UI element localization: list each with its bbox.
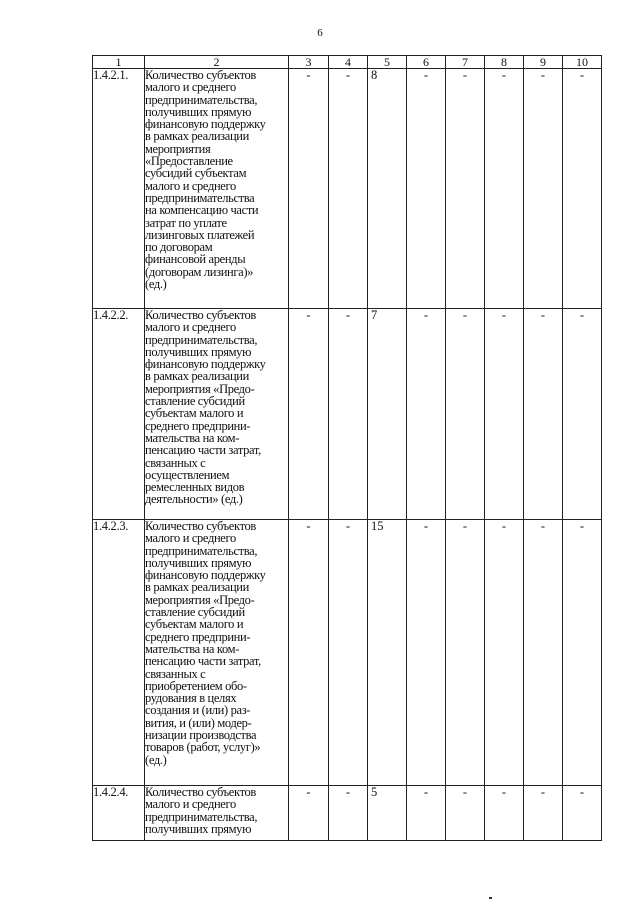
- cell-col-6: -: [407, 786, 446, 841]
- cell-col-7: -: [446, 309, 485, 520]
- description-line: финансовую поддержку: [145, 568, 266, 583]
- cell-col-5: 5: [368, 786, 407, 841]
- scan-mark: [489, 897, 492, 899]
- description-line: пенсацию части затрат,: [145, 443, 261, 458]
- description-line: Количество субъектов: [145, 519, 256, 533]
- description-line: на компенсацию части: [145, 203, 259, 218]
- description-line: товаров (работ, услуг)»: [145, 740, 261, 755]
- cell-col-7: -: [446, 520, 485, 786]
- description-line: затрат по уплате: [145, 215, 227, 230]
- cell-col-6: -: [407, 520, 446, 786]
- description-line: предпринимательства,: [145, 543, 258, 558]
- description-line: мательства на ком-: [145, 430, 240, 445]
- description-line: ставление субсидий: [145, 605, 245, 620]
- cell-col-8: -: [485, 786, 524, 841]
- cell-col-10: -: [563, 69, 602, 309]
- description-line: (ед.): [145, 277, 167, 292]
- description-line: финансовую поддержку: [145, 117, 266, 132]
- row-description: [145, 520, 289, 786]
- row-code: 1.4.2.1.: [93, 69, 145, 309]
- row-description: [145, 786, 289, 841]
- header-cell-6: 6: [407, 56, 446, 69]
- cell-col-4: -: [329, 786, 368, 841]
- description-line: получивших прямую: [145, 821, 252, 836]
- cell-col-6: -: [407, 69, 446, 309]
- cell-col-7: -: [446, 69, 485, 309]
- description-line: среднего предприни-: [145, 629, 251, 644]
- description-line: получивших прямую: [145, 555, 252, 570]
- cell-col-10: -: [563, 520, 602, 786]
- row-description: [145, 309, 289, 520]
- description-line: создания и (или) раз-: [145, 703, 251, 718]
- table-row: [93, 309, 602, 520]
- header-cell-10: 10: [563, 56, 602, 69]
- row-code: 1.4.2.4.: [93, 786, 145, 841]
- header-cell-4: 4: [329, 56, 368, 69]
- description-line: пенсацию части затрат,: [145, 654, 261, 669]
- page-number: 6: [317, 27, 323, 39]
- cell-col-4: -: [329, 520, 368, 786]
- header-row: [93, 56, 602, 69]
- header-cell-7: 7: [446, 56, 485, 69]
- cell-col-3: -: [289, 786, 329, 841]
- description-line: получивших прямую: [145, 104, 252, 119]
- description-line: в рамках реализации: [145, 580, 249, 595]
- header-cell-9: 9: [524, 56, 563, 69]
- cell-col-10: -: [563, 786, 602, 841]
- row-code: 1.4.2.2.: [93, 309, 145, 520]
- cell-col-4: -: [329, 309, 368, 520]
- description-line: Количество субъектов: [145, 68, 256, 82]
- description-line: низации производства: [145, 728, 257, 743]
- description-line: предпринимательства: [145, 190, 255, 205]
- description-line: мательства на ком-: [145, 641, 240, 656]
- description-line: получивших прямую: [145, 344, 252, 359]
- cell-col-10: -: [563, 309, 602, 520]
- description-line: малого и среднего: [145, 531, 236, 546]
- cell-col-8: -: [485, 309, 524, 520]
- description-line: малого и среднего: [145, 320, 236, 335]
- description-line: мероприятия: [145, 141, 211, 156]
- description-line: малого и среднего: [145, 797, 236, 812]
- description-line: малого и среднего: [145, 80, 236, 95]
- description-line: финансовую поддержку: [145, 357, 266, 372]
- description-line: осуществлением: [145, 467, 230, 482]
- header-cell-5: 5: [368, 56, 407, 69]
- cell-col-9: -: [524, 69, 563, 309]
- cell-col-5: 15: [368, 520, 407, 786]
- cell-col-7: -: [446, 786, 485, 841]
- description-line: (договорам лизинга)»: [145, 264, 254, 279]
- description-line: в рамках реализации: [145, 369, 249, 384]
- table-row: [93, 520, 602, 786]
- description-line: ставление субсидий: [145, 394, 245, 409]
- description-line: в рамках реализации: [145, 129, 249, 144]
- cell-col-3: -: [289, 309, 329, 520]
- cell-col-6: -: [407, 309, 446, 520]
- description-line: «Предоставление: [145, 154, 233, 169]
- cell-col-8: -: [485, 69, 524, 309]
- header-cell-1: 1: [93, 56, 145, 69]
- description-line: малого и среднего: [145, 178, 236, 193]
- description-line: по договорам: [145, 240, 213, 255]
- header-cell-8: 8: [485, 56, 524, 69]
- description-line: финансовой аренды: [145, 252, 246, 267]
- header-cell-2: 2: [145, 56, 289, 69]
- description-line: предпринимательства,: [145, 92, 258, 107]
- description-line: мероприятия «Предо-: [145, 381, 255, 396]
- cell-col-9: -: [524, 786, 563, 841]
- cell-col-9: -: [524, 309, 563, 520]
- header-cell-3: 3: [289, 56, 329, 69]
- table-row: [93, 69, 602, 309]
- description-line: лизинговых платежей: [145, 227, 255, 242]
- description-line: предпринимательства,: [145, 332, 258, 347]
- row-code: 1.4.2.3.: [93, 520, 145, 786]
- description-line: субъектам малого и: [145, 617, 244, 632]
- description-line: приобретением обо-: [145, 678, 247, 693]
- description-line: связанных с: [145, 666, 206, 681]
- description-line: ремесленных видов: [145, 480, 245, 495]
- description-line: мероприятия «Предо-: [145, 592, 255, 607]
- description-line: субсидий субъектам: [145, 166, 247, 181]
- description-line: (ед.): [145, 752, 167, 767]
- description-line: субъектам малого и: [145, 406, 244, 421]
- indicators-table: [92, 55, 602, 841]
- cell-col-3: -: [289, 520, 329, 786]
- cell-col-3: -: [289, 69, 329, 309]
- description-line: связанных с: [145, 455, 206, 470]
- description-line: предпринимательства,: [145, 809, 258, 824]
- table-row: [93, 786, 602, 841]
- description-line: вития, и (или) модер-: [145, 715, 252, 730]
- cell-col-9: -: [524, 520, 563, 786]
- description-line: деятельности» (ед.): [145, 492, 243, 507]
- cell-col-5: 7: [368, 309, 407, 520]
- description-line: рудования в целях: [145, 691, 237, 706]
- row-description: [145, 69, 289, 309]
- description-line: Количество субъектов: [145, 785, 256, 799]
- cell-col-8: -: [485, 520, 524, 786]
- description-line: среднего предприни-: [145, 418, 251, 433]
- description-line: Количество субъектов: [145, 308, 256, 322]
- cell-col-5: 8: [368, 69, 407, 309]
- cell-col-4: -: [329, 69, 368, 309]
